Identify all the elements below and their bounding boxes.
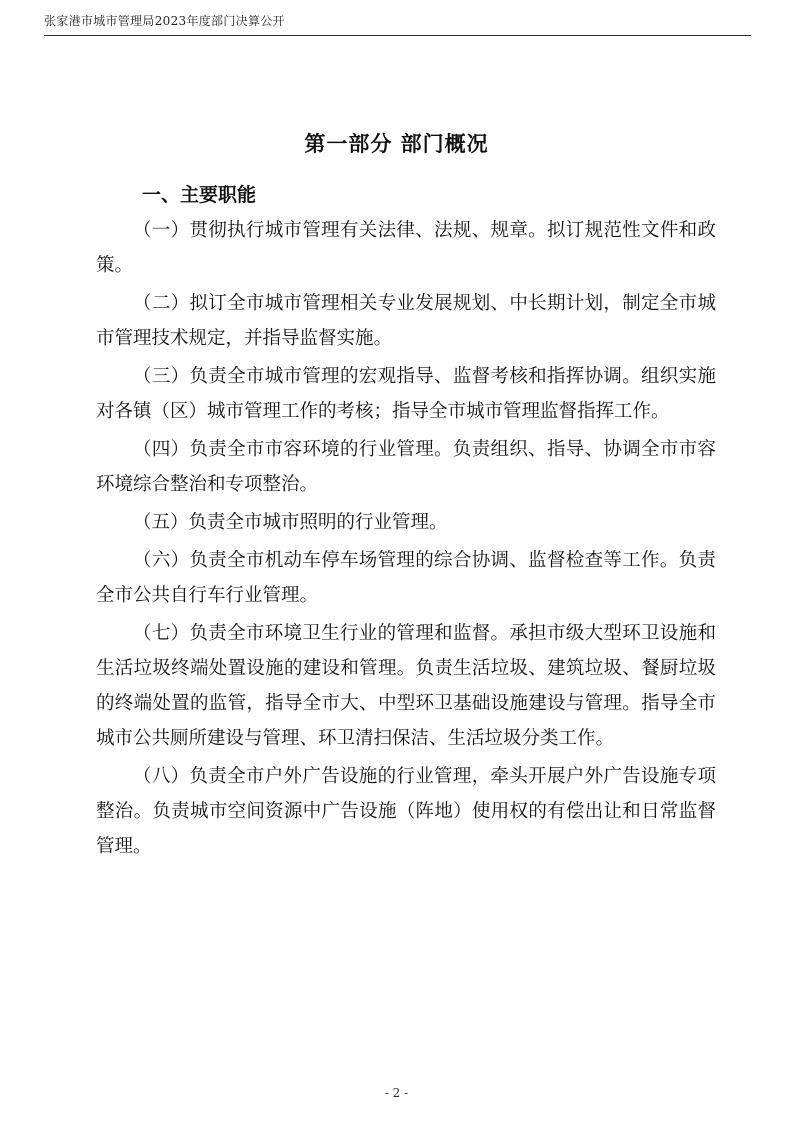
duty-paragraph-7: （七）负责全市环境卫生行业的管理和监督。承担市级大型环卫设施和生活垃圾终端处置设施的建设和管理。负责生活垃圾、建筑垃圾、餐厨垃圾的终端处置的监管，指导全市大、中型环卫基础设施建设与管理。指导全市城市公共厕所建设与管理、环卫清扫保洁、生活垃圾分类工作。 — [96, 623, 716, 749]
duty-paragraph-5: （五）负责全市城市照明的行业管理。 — [133, 512, 448, 533]
duty-paragraph-2: （二）拟订全市城市管理相关专业发展规划、中长期计划，制定全市城市管理技术规定，并指导监督实施。 — [96, 293, 716, 349]
section-heading: 一、主要职能 — [142, 184, 257, 206]
duty-paragraph-4: （四）负责全市市容环境的行业管理。负责组织、指导、协调全市市容环境综合整治和专项整治。 — [96, 439, 716, 495]
document-body — [96, 213, 716, 867]
page-title: 第一部分 部门概况 — [304, 132, 489, 156]
duty-paragraph-8: （八）负责全市户外广告设施的行业管理，牵头开展户外广告设施专项整治。负责城市空间资源中广告设施（阵地）使用权的有偿出让和日常监督管理。 — [96, 766, 716, 857]
duty-paragraph-6: （六）负责全市机动车停车场管理的综合协调、监督检查等工作。负责全市公共自行车行业管理。 — [96, 550, 716, 606]
duty-paragraph-3: （三）负责全市城市管理的宏观指导、监督考核和指挥协调。组织实施对各镇（区）城市管理工作的考核；指导全市城市管理监督指挥工作。 — [96, 366, 716, 422]
page-number: - 2 - — [384, 1086, 409, 1100]
header-divider — [44, 35, 751, 36]
header-title: 张家港市城市管理局2023年度部门决算公开 — [44, 14, 285, 28]
duty-paragraph-1: （一）贯彻执行城市管理有关法律、法规、规章。拟订规范性文件和政策。 — [96, 220, 716, 276]
